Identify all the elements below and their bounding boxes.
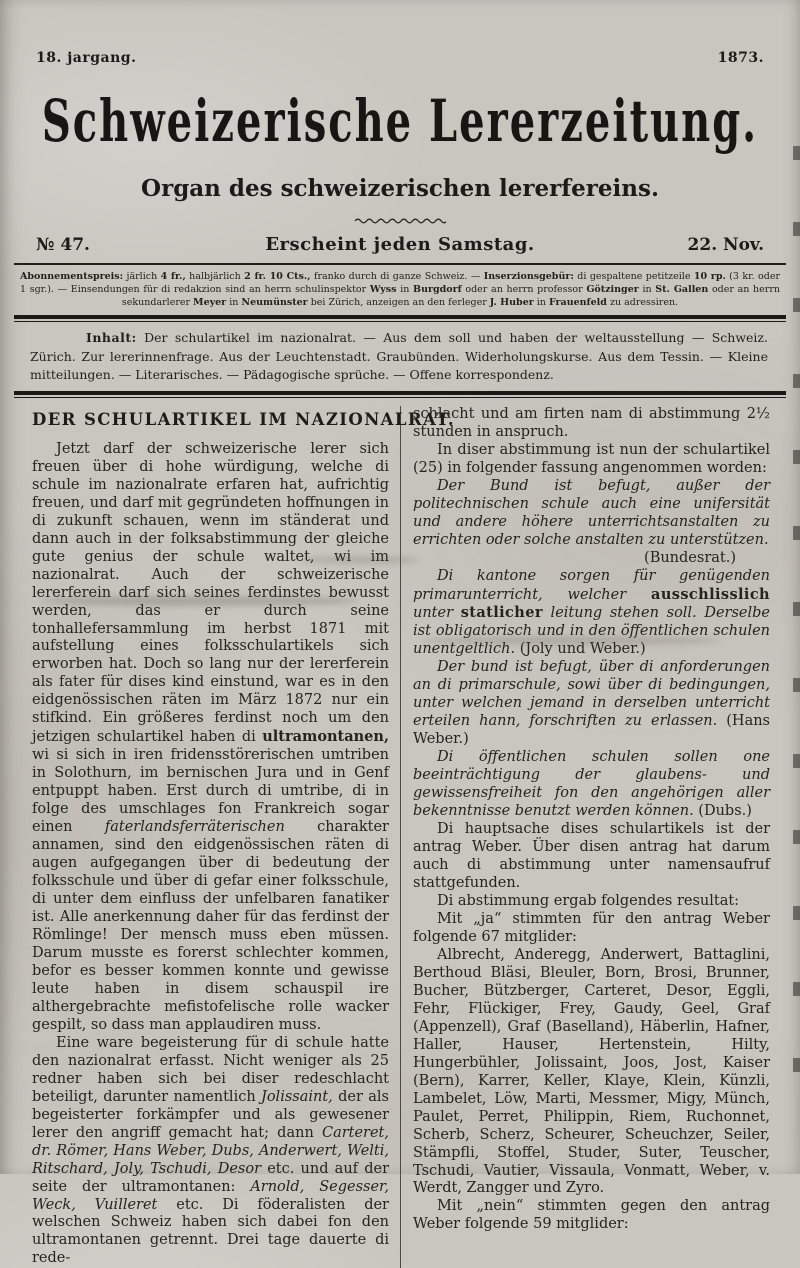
article-paragraph: Mit „nein“ stimmten gegen den antrag Weber folgende 59 mitglider:	[413, 1198, 770, 1233]
squiggle-divider	[354, 216, 446, 224]
article-paragraph: In diser abstimmung ist nun der schulartikel (25) in folgender fassung angenommen worden:	[413, 441, 770, 476]
newspaper-subtitle: Organ des schweizerischen lererfereins.	[141, 175, 659, 202]
article-paragraph: Di öffentlichen schulen sollen one beeinträchtigung der glaubens- und gewissensfreiheit fon den angehörigen aller bekenntnisse benutzt werden können. (Dubs.)	[413, 749, 770, 820]
article-paragraph: Albrecht, Anderegg, Anderwert, Battaglini, Berthoud Bläsi, Bleuler, Born, Brosi, Brunner, Bucher, Bützberger, Carteret, Desor, Eggli, Fehr, Flückiger, Frey, Gaudy, Geel, Graf (Appenzell), Graf (Baselland), Häberlin, Hafner, Haller, Hauser, Hertenstein, Hilty, Hungerbühler, Jolissaint, Joos, Jost, Kaiser (Bern), Karrer, Keller, Klaye, Klein, Künzli, Lambelet, Löw, Marti, Messmer, Migy, Münch, Paulet, Perret, Philippin, Riem, Ruchonnet, Scherb, Scherz, Scheurer, Scheuchzer, Seiler, Stämpfli, Stoffel, Studer, Suter, Teuscher, Tschudi, Vautier, Vissaula, Vonmatt, Weber, v. Werdt, Zangger und Zyro.	[413, 946, 770, 1197]
header-corner-row	[36, 50, 764, 66]
article-paragraph: Di abstimmung ergab folgendes resultat:	[437, 892, 740, 909]
attribution-line: (Bundesrat.)	[644, 549, 736, 566]
issue-number: № 47.	[36, 235, 90, 255]
imprint-bottom-rule	[14, 315, 786, 322]
issue-date: 22. Nov.	[687, 235, 764, 255]
newspaper-title	[0, 87, 800, 156]
page-edge-marks	[793, 84, 800, 1124]
article-columns	[32, 406, 770, 1268]
article-paragraph: Di kantone sorgen für genügenden primarunterricht, welcher ausschlisslich unter statlicher leitung stehen soll. Derselbe ist obligatorisch und in den öffentlichen schulen unentgeltlich. (Joly und Weber.)	[413, 567, 770, 658]
article-paragraph: Di hauptsache dises schulartikels ist der antrag Weber. Über disen antrag hat darum auch di abstimmung unter namensaufruf stattgefunden.	[413, 821, 770, 892]
article-paragraph: Der bund ist befugt, über di anforderungen an di primarschule, sowi über di bedingungen, unter welchen jemand in derselben unterricht erteilen hann, forschriften zu erlassen. (Hans Weber.)	[413, 659, 770, 748]
volume-label: 18. jargang.	[36, 50, 137, 66]
article-heading: DER SCHULARTIKEL IM NAZIONALRAT.	[32, 409, 455, 429]
imprint-text: Abonnementspreis: järlich 4 fr., halbjärlich 2 fr. 10 Cts., franko durch di ganze Schweiz. — Inserzionsgebür: di gespaltene petitzeile 10 rp. (3 kr. oder 1 sgr.). — Einsendungen für di redakzion sind an herrn schulinspektor Wyss in Burgdorf oder an herrn professor Götzinger in St. Gallen oder an herrn sekundarlerer Meyer in Neumünster bei Zürich, anzeigen an den ferleger J. Huber in Frauenfeld zu adressiren.	[20, 271, 781, 309]
article-paragraph: Eine ware begeisterung für di schule hatte den nazionalrat erfasst. Nicht weniger als 25 redner haben sich bei diser redeschlacht beteiligt, darunter namentlich Jolissaint, der als begeisterter forkämpfer und als gewesener lerer den angriff gemacht hat; dann Carteret, dr. Römer, Hans Weber, Dubs, Anderwert, Welti, Ritschard, Joly, Tschudi, Desor etc. und auf der seite der ultramontanen: Arnold, Segesser, Weck, Vuilleret etc. Di föderalisten der welschen Schweiz haben sich dabei fon den ultramontanen getrennt. Drei tage dauerte di rede-	[32, 1034, 390, 1267]
year-label: 1873.	[717, 50, 764, 66]
contents-bottom-rule	[14, 391, 786, 398]
article-paragraph: Der Bund ist befugt, außer der politechnischen schule auch eine unifersität und andere höhere unterrichtsanstalten zu errichten oder solche anstalten zu unterstützen.	[413, 477, 770, 548]
newspaper-title-text: Schweizerische Lererzeitung.	[41, 87, 759, 156]
right-column	[401, 406, 770, 1268]
frequency-label: Erscheint jeden Samstag.	[265, 234, 535, 255]
right-column-body	[413, 406, 770, 1235]
left-column	[32, 406, 455, 1268]
masthead-rule	[14, 263, 786, 265]
article-paragraph: Jetzt darf der schweizerische lerer sich freuen über di hohe würdigung, welche di schule im nazionalrate erfaren hat, aufrichtig freuen, und darf mit gegründeten hoffnungen in di zukunft schauen, wenn im ständerat und dann auch in der folksabstimmung der gleiche gute genius der schule waltet, wi im nazionalrat. Auch der schweizerische lererferein darf sich seines ferdinstes bewusst werden, das er durch seine tonhallefersammlung im herbst 1871 mit aufstellung eines folksschulartikels sich erworben hat. Doch so lang nur der lererferein als fater für dises kind einstund, war es in den eidgenössischen räten im März 1872 nur ein stifkind. Ein größeres ferdinst noch um den jetzigen schulartikel haben di ultramontanen, wi si sich in iren fridensstörerischen umtriben in Solothurn, im bernischen Jura und in Genf entpuppt haben. Erst durch di umtribe, di in folge des umschlages fon Frankreich sogar einen faterlandsferräterischen charakter annamen, sind den eidgenössischen räten di augen aufgegangen über di bedeutung der folksschule und über di gefar einer folksschule, di unter dem einfluss der unfelbaren fanatiker ist. Alle anerkennung daher für das ferdinst der Römlinge! Der mensch muss eben müssen. Darum musste es forerst schlechter kommen, befor es besser kommen konnte und gewisse leute haben in disem schauspil ire althergebrachte mefistofelische rolle wacker gespilt, so dass man applaudiren muss.	[32, 440, 389, 1033]
left-column-body	[32, 441, 389, 1268]
article-paragraph: Mit „ja“ stimmten für den antrag Weber folgende 67 mitglider:	[413, 910, 770, 945]
masthead-row	[36, 234, 764, 255]
article-paragraph: schlacht und am firten nam di abstimmung 2½ stunden in anspruch.	[413, 405, 770, 440]
table-of-contents: Inhalt: Der schulartikel im nazionalrat. — Aus dem soll und haben der weltausstellung — Schweiz. Zürich. Zur lererinnenfrage. Aus der Leuchtenstadt. Graubünden. Widerholungskurse. Aus dem Tessin. — Kleine mitteilungen. — Literarisches. — Pädagogische sprüche. — Offene korrespondenz.	[30, 330, 768, 383]
